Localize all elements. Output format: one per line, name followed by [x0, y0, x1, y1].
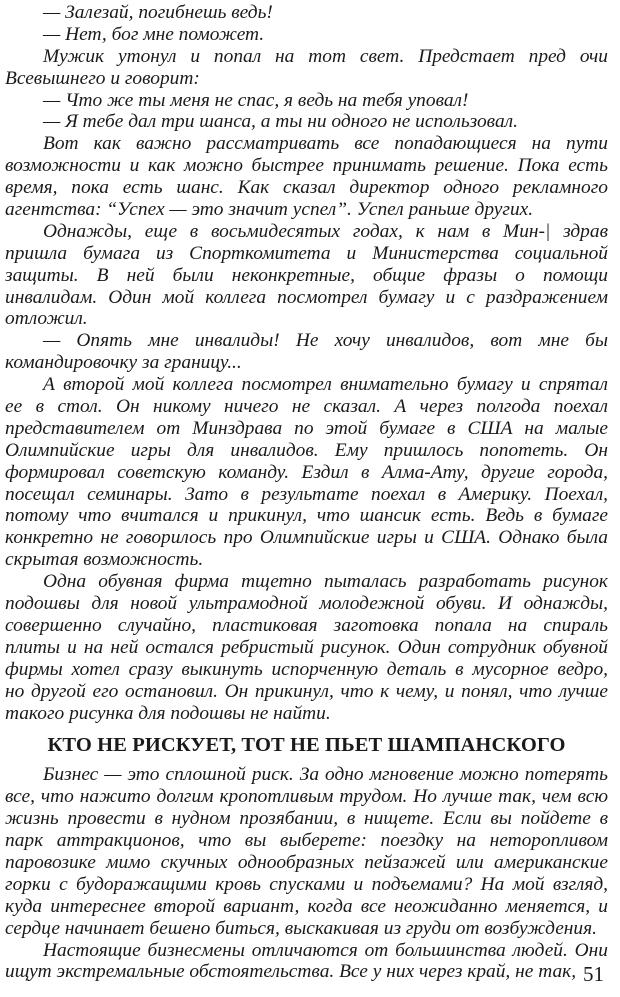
text-line: плиты и на ней остался ребристый рисунок. Один сотрудник обувной [5, 636, 608, 658]
text-line: Вот как важно рассматривать все попадающиеся на пути [43, 133, 608, 155]
paragraph [5, 571, 608, 724]
text-line: Бизнес — это сплошной риск. За одно мгновение можно потерять [43, 764, 608, 786]
paragraph [5, 330, 608, 374]
paragraph [5, 764, 608, 939]
text-line: — Нет, бог мне поможет. [43, 23, 265, 45]
text-line: отложил. [5, 308, 88, 330]
text-line: сердце начинает бешено биться, выскакивая из груди от возбуждения. [5, 917, 597, 939]
text-line: пришла бумага из Спорткомитета и Министерства социальной [5, 242, 608, 264]
text-line: — Опять мне инвалиды! Не хочу инвалидов, вот мне бы [43, 330, 608, 352]
text-line: представителем от Минздрава по этой бумаге в США на малые [5, 417, 608, 439]
text-line: скрытая возможность. [5, 549, 204, 571]
text-line: ее в стол. Он никому ничего не сказал. А через полгода поехал [5, 396, 608, 418]
page-text [5, 0, 608, 983]
page-number: 51 [583, 962, 604, 986]
text-line: агентства: “Успех — это значит успел”. Успел раньше других. [5, 199, 534, 221]
text-line: — Залезай, погибнешь ведь! [43, 2, 273, 23]
text-line: куда интереснее второй вариант, когда все неожиданно меняется, и [5, 895, 608, 917]
text-line: А второй мой коллега посмотрел внимательно бумагу и спрятал [43, 374, 608, 396]
text-line: возможности и как можно быстрее принимать решение. Пока есть [5, 155, 608, 177]
text-line: все, что нажито долгим кропотливым трудом. Но лучше так, чем всю [5, 786, 608, 808]
section-heading [5, 730, 608, 760]
text-line: ищут экстремальные обстоятельства. Все у них через край, не так, [5, 961, 577, 983]
text-line: подошвы для новой ультрамодной молодежной обуви. И однажды, [5, 593, 608, 615]
text-line: но другой его остановил. Он прикинул, что к чему, и понял, что лучше [5, 680, 608, 702]
text-line: командировочку за границу... [5, 352, 242, 374]
text-line: горки с будоражащими кровь спусками и подъемами? На мой взгляд, [5, 873, 608, 895]
text-line: инвалидам. Один мой коллега посмотрел бумагу и с раздражением [5, 286, 608, 308]
paragraph [5, 133, 608, 221]
text-line: совершенно случайно, пластиковая заготовка попала на спираль [5, 614, 608, 636]
text-line: фирмы хотел сразу выкинуть испорченную деталь в мусорное ведро, [5, 658, 608, 680]
text-line: паровозике мимо скучных однообразных пейзажей или американские [5, 851, 608, 873]
paragraph [5, 111, 608, 133]
text-line: время, пока есть шанс. Как сказал директор одного рекламного [5, 177, 608, 199]
paragraph [5, 940, 608, 984]
heading-text: КТО НЕ РИСКУЕТ, ТОТ НЕ ПЬЕТ ШАМПАНСКОГО [47, 734, 566, 757]
text-line: жизнь провести в нудном прозябании, в нищете. Если вы пойдете в [5, 808, 608, 830]
paragraph [5, 46, 608, 90]
paragraph [5, 221, 608, 330]
text-line: формировал советскую команду. Ездил в Алма-Ату, другие города, [5, 461, 608, 483]
text-line: защиты. В ней были неконкретные, общие фразы о помощи [5, 264, 608, 286]
paragraph [5, 2, 608, 24]
text-line: потому что вчитался и прикинул, что шансик есть. Ведь в бумаге [5, 505, 608, 527]
text-line: Одна обувная фирма тщетно пыталась разработать рисунок [43, 571, 608, 593]
paragraph [5, 90, 608, 112]
text-line: — Что же ты меня не спас, я ведь на тебя уповал! [43, 89, 469, 111]
text-line: Олимпийские игры для инвалидов. Ему пришлось попотеть. Он [5, 439, 608, 461]
text-line: посещал семинары. Зато в результате поехал в Америку. Поехал, [5, 483, 608, 505]
text-line: Однажды, еще в восьмидесятых годах, к нам в Мин-| здрав [43, 220, 608, 242]
paragraph [5, 374, 608, 571]
text-line: Мужик утонул и попал на тот свет. Предстает пред очи [43, 45, 608, 67]
paragraph [5, 24, 608, 46]
text-line: Настоящие бизнесмены отличаются от большинства людей. Они [43, 939, 608, 961]
text-line: Всевышнего и говорит: [5, 67, 200, 89]
text-line: — Я тебе дал три шанса, а ты ни одного не использовал. [43, 111, 518, 133]
text-line: такого рисунка для подошвы не найти. [5, 702, 331, 724]
text-line: конкретно не говорилось про Олимпийские игры и США. Однако была [5, 527, 608, 549]
text-line: парк аттракционов, что вы выберете: поездку на неторопливом [5, 830, 608, 852]
